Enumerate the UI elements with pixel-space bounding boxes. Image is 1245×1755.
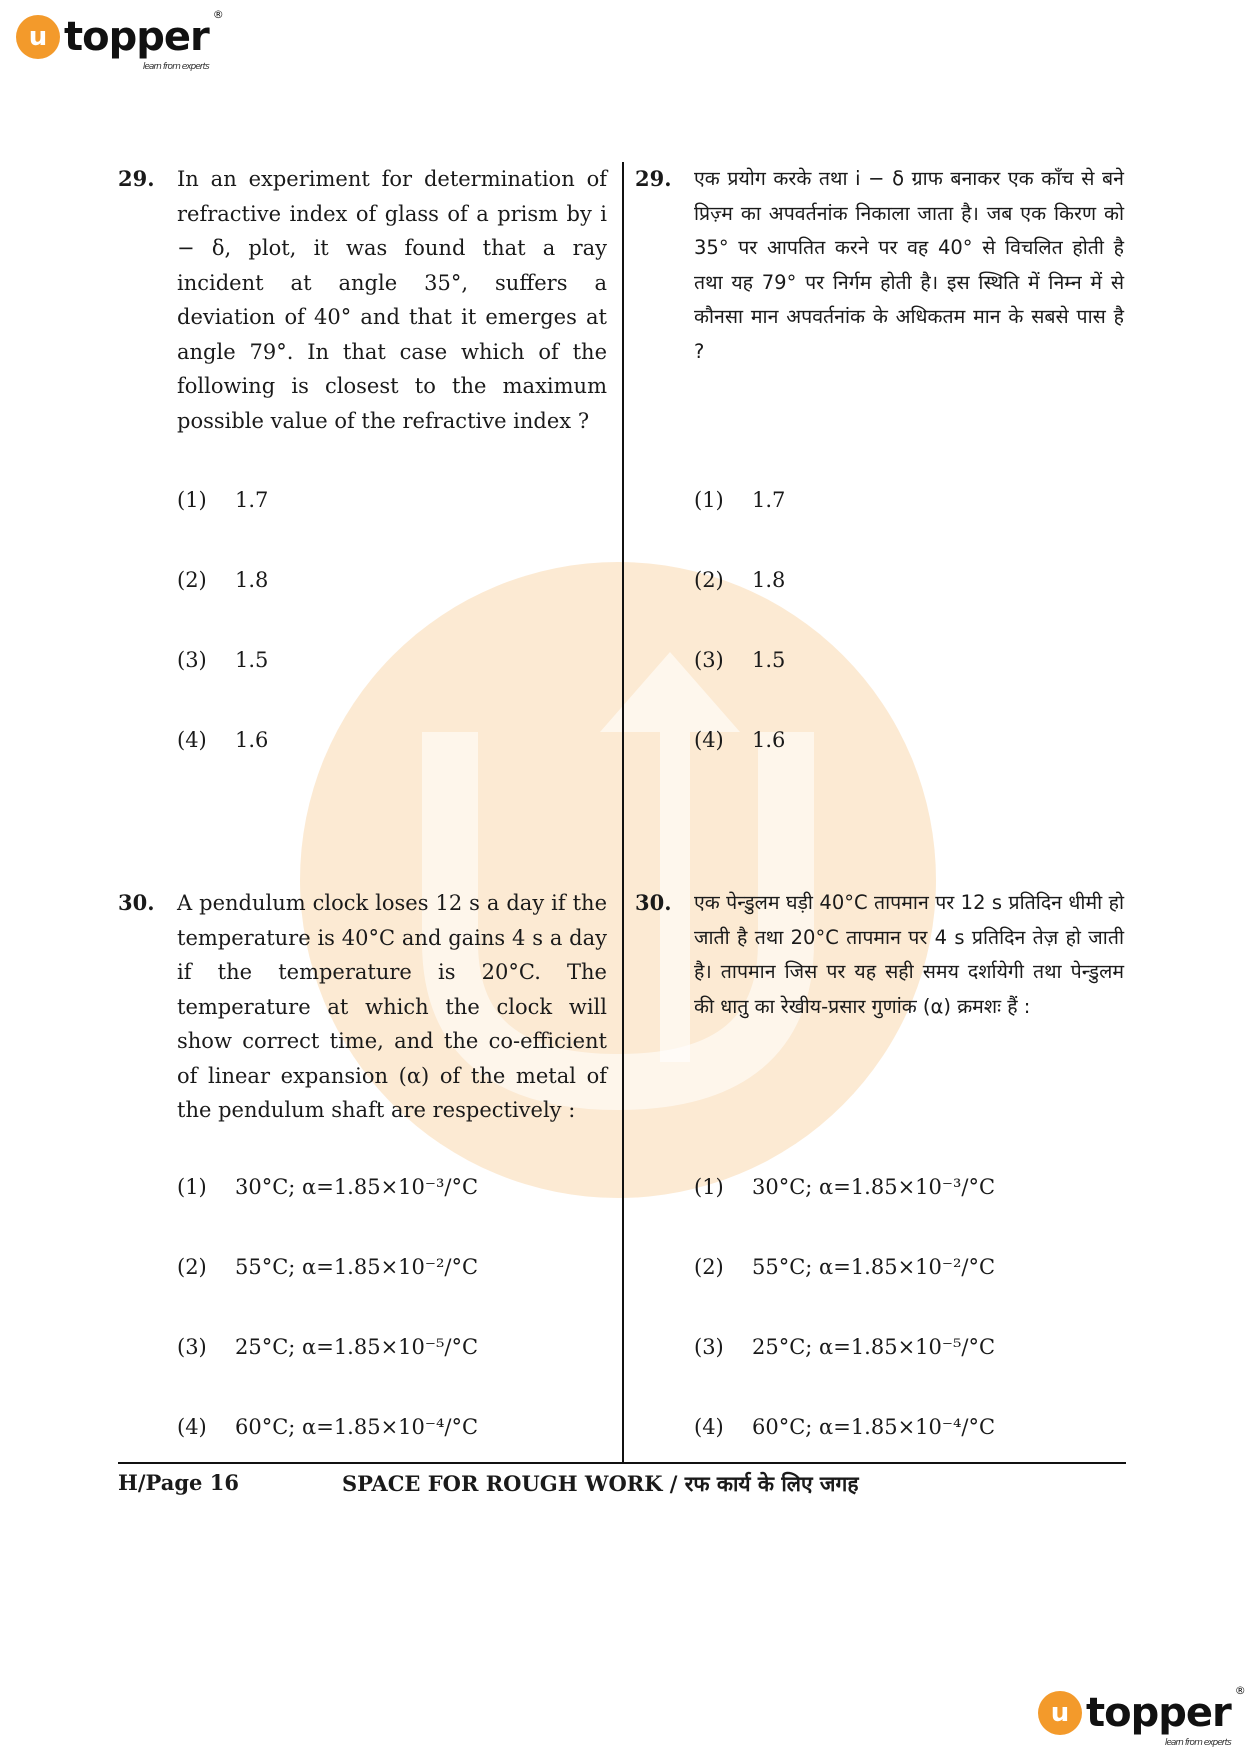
q29-en-number: 29.: [118, 166, 155, 191]
q29-en-option-3[interactable]: (3) 1.5: [177, 648, 269, 672]
logo-tagline: learn from experts: [142, 62, 209, 72]
q30-hi-option-2[interactable]: (2) 55°C; α=1.85×10⁻²/°C: [694, 1255, 996, 1279]
q29-hi-option-4[interactable]: (4) 1.6: [694, 728, 786, 752]
registered-mark: ®: [212, 8, 223, 21]
q29-en-text: In an experiment for determination of refractive index of glass of a prism by i − δ, plot, it was found that a ray incident at angle 35°, suffers a deviation of 40° and that it emerges at angle 79°. In that case which of the following is closest to the maximum possible value of the refractive index ?: [177, 167, 607, 433]
q30-hi-option-4[interactable]: (4) 60°C; α=1.85×10⁻⁴/°C: [694, 1415, 996, 1439]
q30-hi-option-1[interactable]: (1) 30°C; α=1.85×10⁻³/°C: [694, 1175, 996, 1199]
q30-hi-option-3[interactable]: (3) 25°C; α=1.85×10⁻⁵/°C: [694, 1335, 996, 1359]
rough-work-label: SPACE FOR ROUGH WORK / रफ कार्य के लिए जगह: [342, 1471, 859, 1496]
logo-tagline: learn from experts: [1164, 1738, 1231, 1748]
q30-en-text: A pendulum clock loses 12 s a day if the temperature is 40°C and gains 4 s a day if the temperature is 20°C. The temperature at which the clock will show correct time, and the co-efficient of linear expansion (α) of the metal of the pendulum shaft are respectively :: [177, 891, 607, 1122]
q30-en-option-1[interactable]: (1) 30°C; α=1.85×10⁻³/°C: [177, 1175, 479, 1199]
q30-en-option-2[interactable]: (2) 55°C; α=1.85×10⁻²/°C: [177, 1255, 479, 1279]
topper-logo: [16, 8, 223, 72]
q30-hi-number: 30.: [635, 890, 672, 915]
q30-en-option-4[interactable]: (4) 60°C; α=1.85×10⁻⁴/°C: [177, 1415, 479, 1439]
q29-hi-option-3[interactable]: (3) 1.5: [694, 648, 786, 672]
q29-hi-option-1[interactable]: (1) 1.7: [694, 488, 786, 512]
logo-mark-icon: u: [1038, 1691, 1082, 1735]
q30-en-option-3[interactable]: (3) 25°C; α=1.85×10⁻⁵/°C: [177, 1335, 479, 1359]
logo-wordmark: topper: [1086, 1690, 1231, 1736]
q30-hi-text: एक पेन्डुलम घड़ी 40°C तापमान पर 12 s प्रतिदिन धीमी हो जाती है तथा 20°C तापमान पर 4 s प्रतिदिन तेज़ हो जाती है। तापमान जिस पर यह सही समय दर्शायेगी तथा पेन्डुलम की धातु का रेखीय-प्रसार गुणांक (α) क्रमशः हैं :: [694, 891, 1124, 1018]
footer-divider: [118, 1462, 1126, 1464]
q29-hi-option-2[interactable]: (2) 1.8: [694, 568, 786, 592]
logo-mark-icon: u: [16, 15, 60, 59]
q29-en-option-1[interactable]: (1) 1.7: [177, 488, 269, 512]
q29-en-option-2[interactable]: (2) 1.8: [177, 568, 269, 592]
registered-mark: ®: [1234, 1684, 1245, 1697]
q29-en-option-4[interactable]: (4) 1.6: [177, 728, 269, 752]
q29-hi-text: एक प्रयोग करके तथा i − δ ग्राफ बनाकर एक काँच से बने प्रिज़्म का अपवर्तनांक निकाला जाता है। जब एक किरण को 35° पर आपतित करने पर वह 40° से विचलित होती है तथा यह 79° पर निर्गम होती है। इस स्थिति में निम्न में से कौनसा मान अपवर्तनांक के अधिकतम मान के सबसे पास है ?: [694, 167, 1124, 363]
q30-en-number: 30.: [118, 890, 155, 915]
topper-logo-bottom: [1038, 1684, 1245, 1748]
logo-wordmark: topper: [64, 14, 209, 60]
page-number: H/Page 16: [118, 1470, 239, 1495]
column-divider: [622, 162, 624, 1462]
q29-hi-number: 29.: [635, 166, 672, 191]
